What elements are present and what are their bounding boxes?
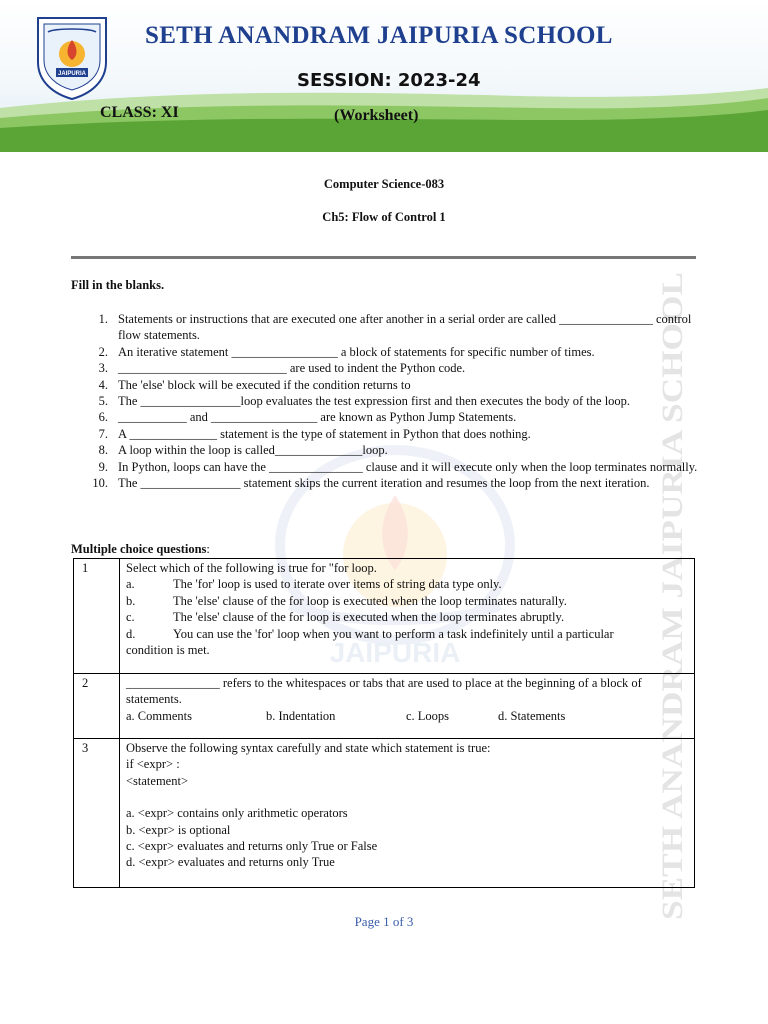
item-text: ___________ and _________________ are known as Python Jump Statements.	[118, 410, 517, 425]
item-number: 1.	[98, 312, 108, 326]
list-item	[90, 360, 700, 376]
option-a: a. <expr> contains only arithmetic operators	[126, 806, 348, 821]
session-label: SESSION: 2023-24	[297, 70, 481, 91]
item-text: The ________________loop evaluates the test expression first and then executes the body of the loop.	[118, 394, 631, 409]
option-row	[126, 708, 688, 724]
watermark-text: JAIPURIA	[329, 637, 461, 668]
question-text: _______________ refers to the whitespaces or tabs that are used to place at the beginning of a block of statements.	[126, 676, 642, 707]
code-line: if <expr> :	[126, 757, 180, 772]
option-a: a. Comments	[126, 708, 192, 723]
option-b: b. Indentation	[266, 708, 336, 723]
option-c: c. Loops	[406, 708, 450, 723]
item-number: 2.	[98, 344, 108, 359]
option-row	[126, 626, 688, 642]
page-number: Page 1 of 3	[354, 914, 414, 929]
item-number: 9.	[98, 459, 108, 474]
table-row	[74, 559, 695, 674]
option-text: The 'for' loop is used to iterate over items of string data type only.	[173, 577, 502, 592]
item-text: A ______________ statement is the type of statement in Python that does nothing.	[118, 426, 531, 441]
class-label: CLASS: XI	[100, 104, 179, 121]
option-d: d. Statements	[498, 708, 566, 723]
option-row	[126, 576, 688, 592]
option-row	[126, 609, 688, 625]
list-item	[90, 426, 700, 442]
table-row	[74, 674, 695, 739]
item-text: Statements or instructions that are executed one after another in a serial order are called _______________ control flow statements.	[118, 312, 692, 343]
item-number: 8.	[98, 443, 108, 458]
item-text: In Python, loops can have the _______________ clause and it will execute only when the loop terminates normally.	[118, 459, 698, 474]
list-item	[90, 475, 700, 491]
question-text: Observe the following syntax carefully and state which statement is true:	[126, 741, 491, 755]
option-letter: c.	[126, 610, 135, 625]
question-cell	[120, 739, 695, 888]
subject-title: Computer Science-083	[323, 177, 445, 191]
side-watermark-text: SETH ANANDRAM JAIPURIA SCHOOL	[656, 369, 689, 920]
option-text: The 'else' clause of the for loop is executed when the loop terminates abruptly.	[173, 610, 565, 625]
school-logo	[32, 10, 112, 100]
question-text: Select which of the following is true for "for loop.	[126, 561, 377, 575]
option-d: d. <expr> evaluates and returns only True	[126, 855, 335, 870]
option-letter: a.	[126, 577, 135, 592]
item-text: A loop within the loop is called______________loop.	[118, 443, 388, 458]
item-number: 5.	[98, 394, 108, 409]
divider	[71, 256, 696, 259]
question-cell	[120, 674, 695, 739]
mcq-title-text: Multiple choice questions	[71, 542, 207, 556]
mcq-table	[73, 558, 695, 888]
item-text: The ________________ statement skips the current iteration and resumes the loop from the next iteration.	[118, 476, 650, 491]
logo-text: JAIPURIA	[57, 71, 87, 77]
item-number: 3.	[98, 361, 108, 376]
question-number: 2	[74, 674, 120, 739]
question-number: 3	[74, 739, 120, 888]
item-number: 7.	[98, 426, 108, 441]
option-c: c. <expr> evaluates and returns only True or False	[126, 839, 378, 854]
fill-blanks-title: Fill in the blanks.	[71, 278, 165, 292]
mcq-title	[71, 542, 210, 557]
list-item	[90, 459, 700, 475]
item-text: ___________________________ are used to indent the Python code.	[118, 361, 466, 376]
question-cell	[120, 559, 695, 674]
list-item	[90, 311, 700, 344]
option-text: The 'else' clause of the for loop is executed when the loop terminates naturally.	[173, 593, 567, 608]
option-text: You can use the 'for' loop when you want to perform a task indefinitely until a particular	[173, 626, 614, 641]
item-number: 4.	[98, 377, 108, 392]
question-number: 1	[74, 559, 120, 674]
mcq-title-colon: :	[206, 542, 210, 556]
chapter-title: Ch5: Flow of Control 1	[322, 210, 446, 224]
code-line: <statement>	[126, 773, 188, 788]
option-letter: d.	[126, 626, 136, 641]
option-row	[126, 593, 688, 609]
list-item	[90, 409, 700, 425]
fill-blanks-list	[90, 311, 700, 491]
item-text: An iterative statement _________________ a block of statements for specific number of times.	[118, 344, 595, 359]
item-number: 6.	[98, 410, 108, 425]
list-item	[90, 344, 700, 360]
school-name: SETH ANANDRAM JAIPURIA SCHOOL	[145, 22, 613, 49]
item-text: The 'else' block will be executed if the condition returns to	[118, 377, 411, 392]
option-continuation: condition is met.	[126, 643, 210, 658]
list-item	[90, 442, 700, 458]
item-number: 10.	[92, 476, 108, 491]
header-banner	[0, 0, 768, 152]
option-letter: b.	[126, 593, 136, 608]
option-b: b. <expr> is optional	[126, 822, 231, 837]
worksheet-label: (Worksheet)	[334, 107, 419, 124]
list-item	[90, 377, 700, 393]
table-row	[74, 739, 695, 888]
list-item	[90, 393, 700, 409]
